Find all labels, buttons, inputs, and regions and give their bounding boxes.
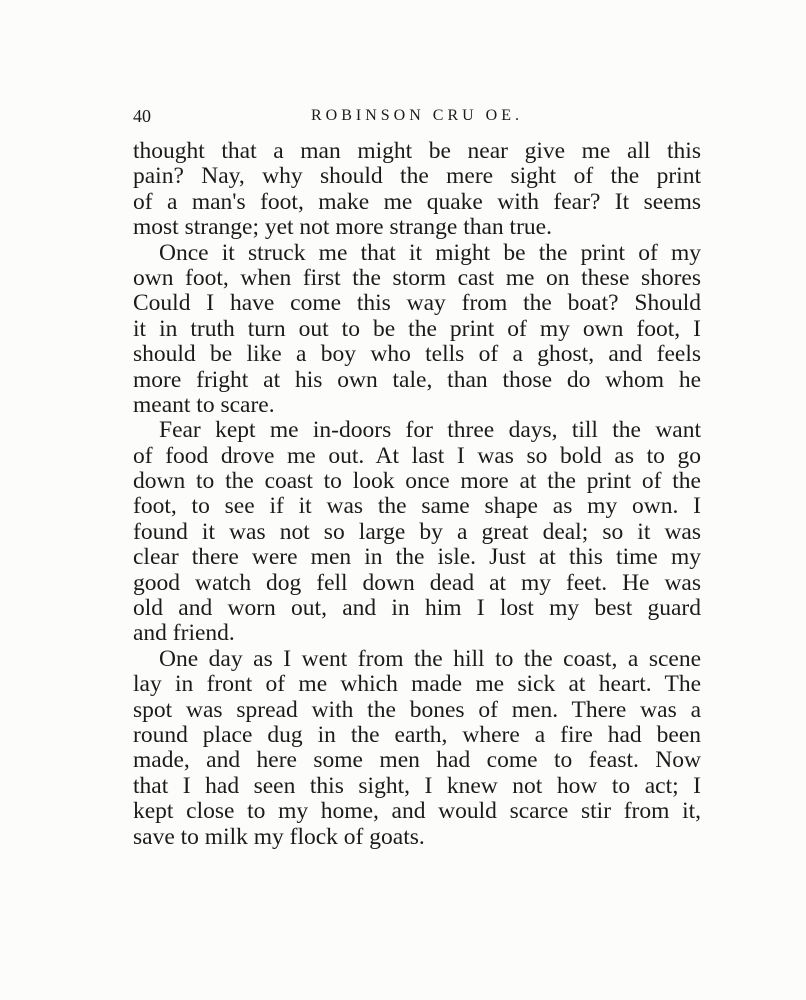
text-line: of food drove me out. At last I was so bold as to go	[133, 442, 701, 469]
text-line: Could I have come this way from the boat? Should	[133, 290, 701, 317]
text-line: save to milk my flock of goats.	[133, 823, 425, 850]
text-line: of a man's foot, make me quake with fear? It seems	[133, 188, 701, 215]
body-text	[133, 139, 701, 850]
text-line: that I had seen this sight, I knew not how to act; I	[133, 772, 701, 799]
text-line: One day as I went from the hill to the coast, a scene	[159, 645, 701, 672]
text-line: spot was spread with the bones of men. There was a	[133, 696, 701, 723]
book-title: ROBINSON CRU OE.	[310, 107, 523, 124]
page-number: 40	[133, 106, 151, 126]
text-line: Once it struck me that it might be the print of my	[159, 239, 701, 266]
text-line: lay in front of me which made me sick at heart. The	[133, 671, 701, 698]
text-line: most strange; yet not more strange than true.	[133, 214, 552, 241]
text-line: it in truth turn out to be the print of my own foot, I	[133, 315, 701, 342]
paragraph	[133, 647, 701, 850]
text-line: foot, to see if it was the same shape as my own. I	[133, 493, 701, 520]
text-line: pain? Nay, why should the mere sight of the print	[133, 163, 701, 190]
text-line: found it was not so large by a great deal; so it was	[133, 518, 701, 545]
text-line: good watch dog fell down dead at my feet. He was	[133, 569, 701, 596]
text-line: meant to scare.	[133, 391, 275, 418]
text-line: kept close to my home, and would scarce stir from it,	[133, 798, 701, 825]
text-line: own foot, when first the storm cast me on these shores	[133, 264, 701, 291]
text-line: clear there were men in the isle. Just at this time my	[133, 544, 701, 571]
text-line: made, and here some men had come to feast. Now	[133, 747, 701, 774]
text-line: Fear kept me in-doors for three days, till the want	[159, 417, 701, 444]
paragraph	[133, 139, 701, 241]
text-line: more fright at his own tale, than those do whom he	[133, 366, 701, 393]
text-line: down to the coast to look once more at the print of the	[133, 468, 701, 495]
paragraph	[133, 241, 701, 419]
text-line: old and worn out, and in him I lost my best guard	[133, 595, 701, 622]
text-line: thought that a man might be near give me all this	[133, 138, 701, 164]
text-line: should be like a boy who tells of a ghost, and feels	[133, 341, 701, 368]
paragraph	[133, 418, 701, 647]
running-head	[133, 104, 701, 128]
text-line: and friend.	[133, 620, 235, 647]
text-line: round place dug in the earth, where a fire had been	[133, 721, 701, 748]
